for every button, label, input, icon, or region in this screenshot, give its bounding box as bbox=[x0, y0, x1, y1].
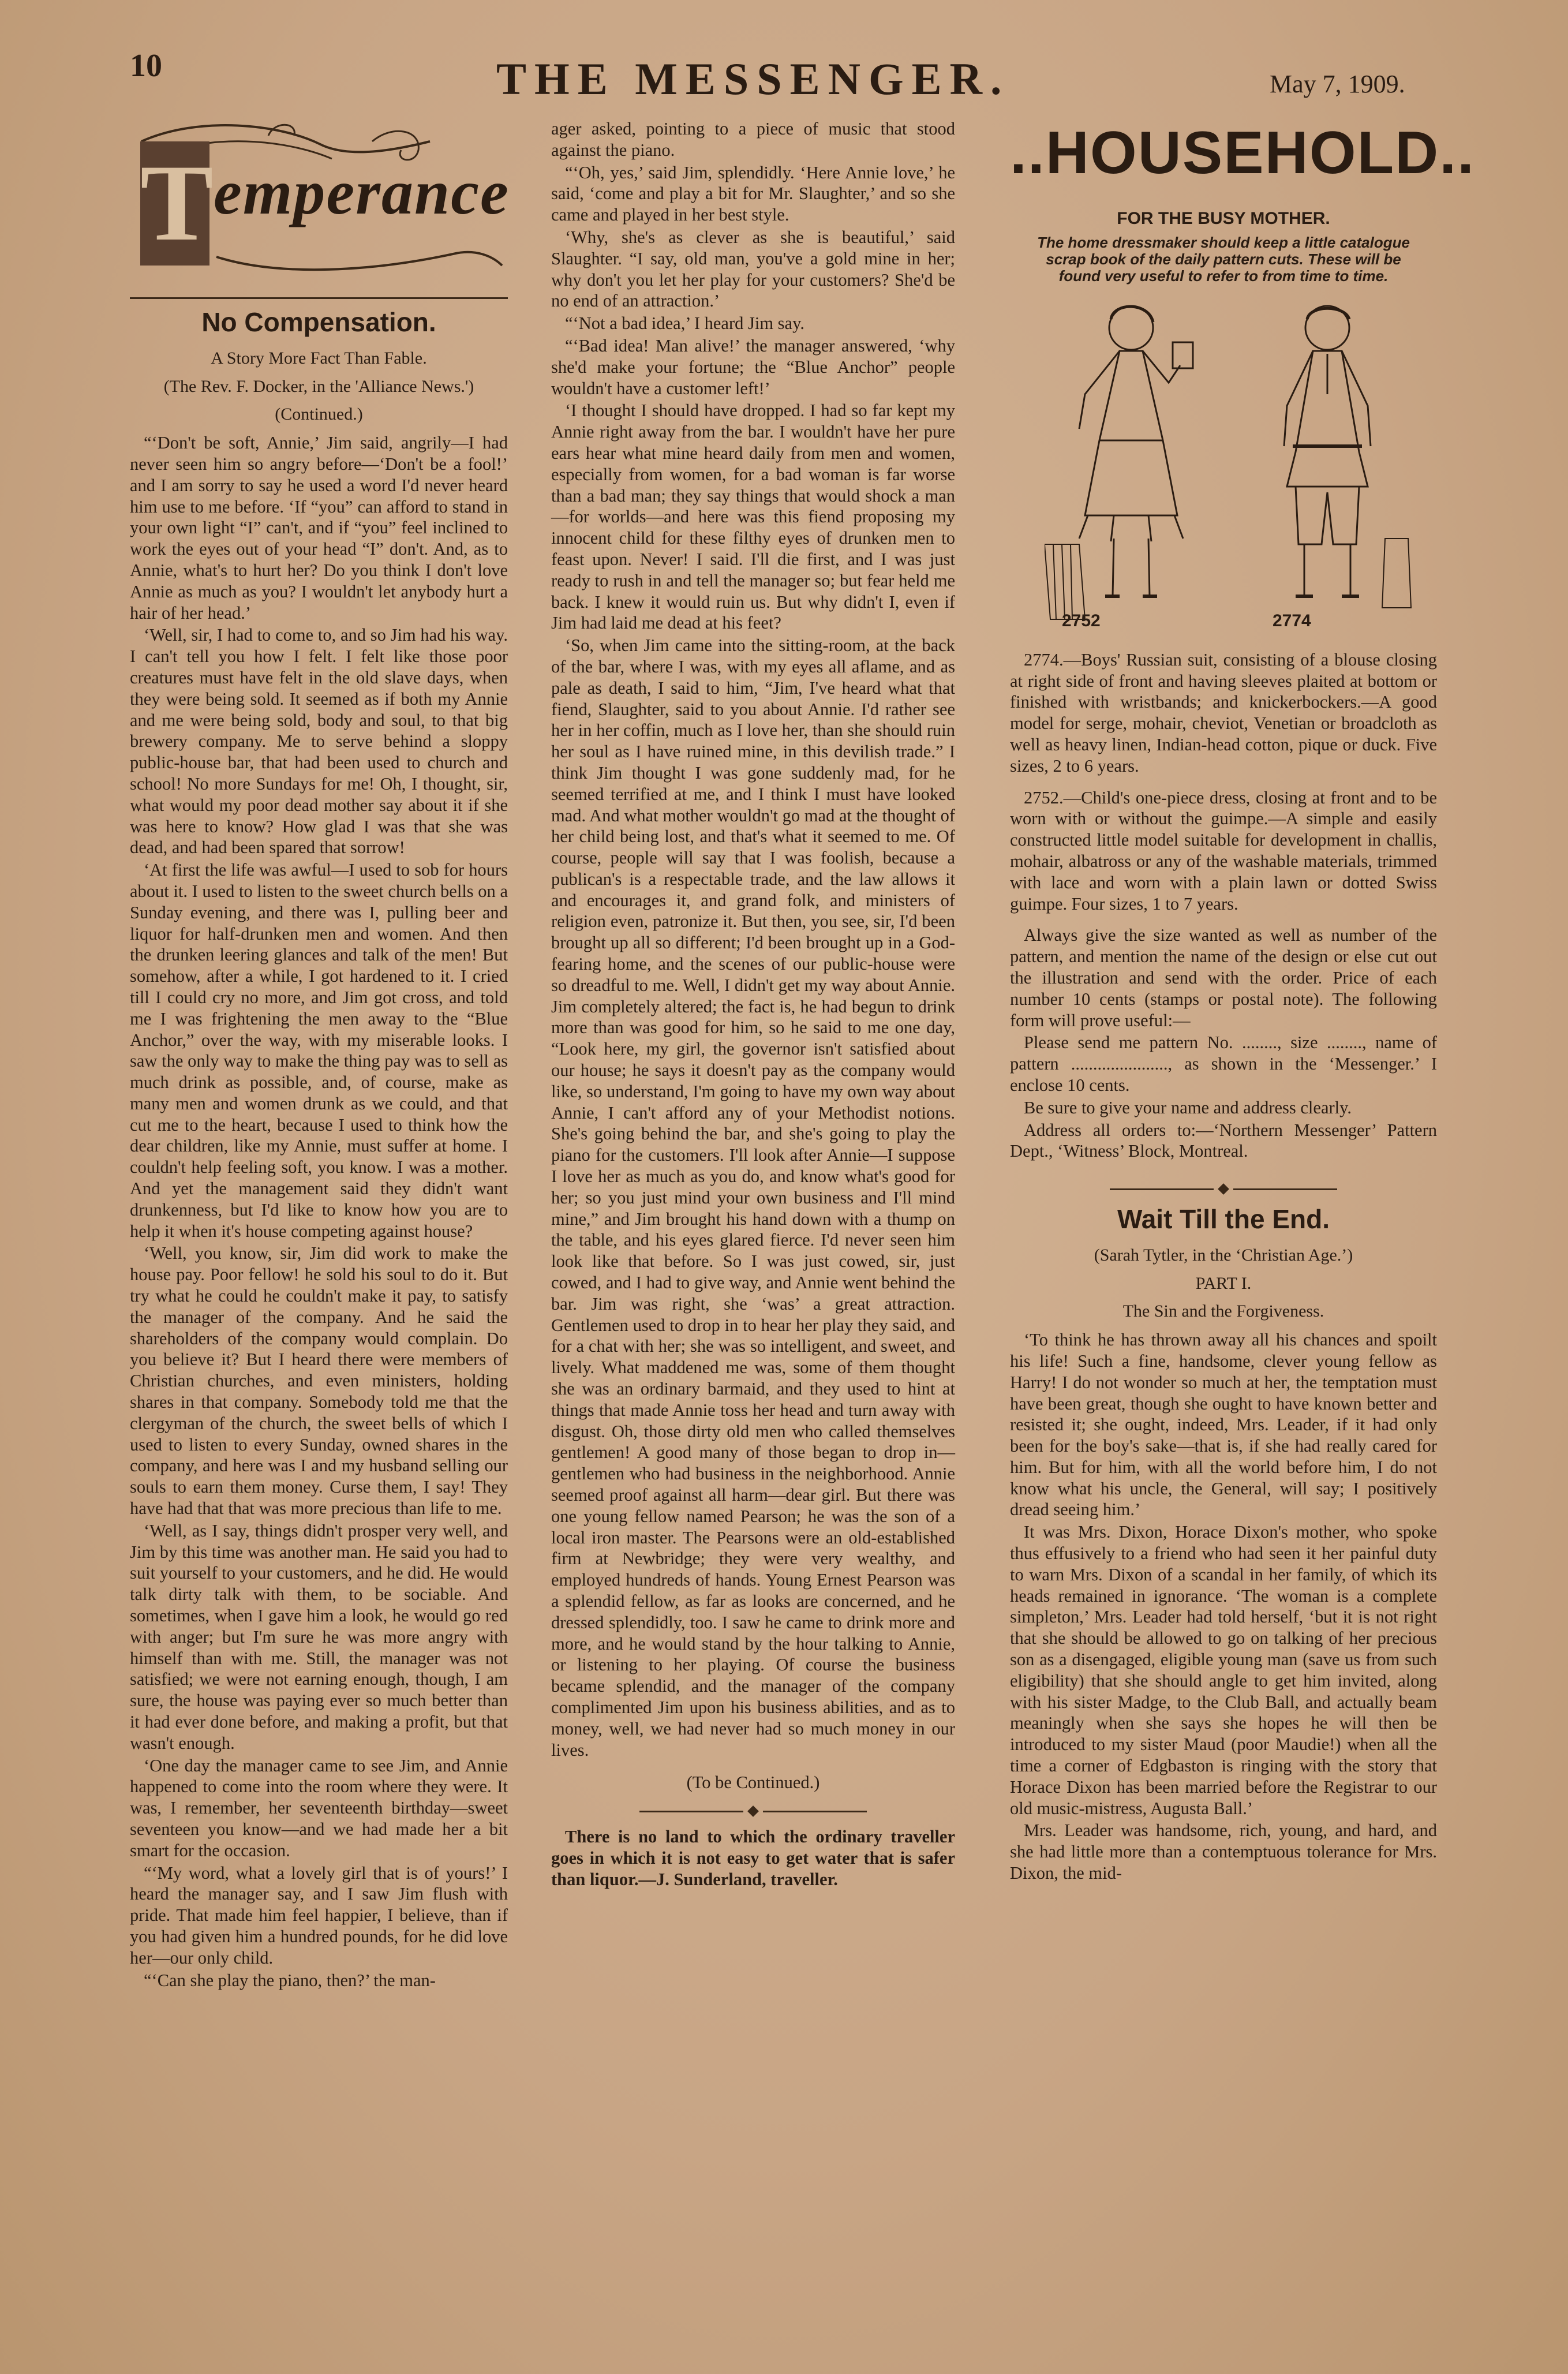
story-title: Wait Till the End. bbox=[1117, 1203, 1330, 1234]
paragraph: ‘To think he has thrown away all his chances and spoilt his life! Such a fine, handsome, clever young fellow as Harry! I do not wonder so much at her, the temptation must have been great, though she ought to have known better and resisted it; she ought, indeed, Mrs. Leader, if it had only been for the boy's sake—that is, if she had really cared for him. But for him, with all the world before him, I do not know what his uncle, the General, will say; I positively dread seeing him.’ bbox=[1010, 1330, 1437, 1520]
paragraph: “‘Bad idea! Man alive!’ the manager answered, ‘why she'd make your fortune; the “Blue Anchor” people wouldn't have a customer left!’ bbox=[551, 335, 955, 398]
story-title: No Compensation. bbox=[201, 307, 436, 337]
paragraph: ‘At first the life was awful—I used to sob for hours about it. I used to listen to the sweet church bells on a Sunday evening, and there was I, pulling beer and liquor for half-drunken men and women. And then the drunken leering glances and talk of the men! But somehow, after a while, I got hardened to it. I cried till I could cry no more, and Jim got cross, and told me I was frightening the men away to the “Blue Anchor,” over the way, with my miserable looks. I saw the only way to make the thing pay was to sell as much drink as possible, and, of course, make as many men and women drunk as we could, and that cut me to the heart, because I used to think how the dear children, like my Annie, must suffer at home. I couldn't help feeling soft, you know. I was a mother. And yet the management said they didn't want drunkenness, but I'd like to know how you are to help it when it's house competing against house? bbox=[130, 860, 508, 1241]
filler-paragraph: There is no land to which the ordinary traveller goes in which it is not easy to get water that is safer than liquor.—J. Sunderland, traveller. bbox=[551, 1826, 955, 1889]
pattern-illustrations bbox=[1010, 296, 1437, 642]
girl-dress-pattern-illustration-icon bbox=[1045, 296, 1218, 631]
order-address: Address all orders to:—‘Northern Messenger’ Pattern Dept., ‘Witness’ Block, Montreal. bbox=[1010, 1120, 1437, 1161]
figure-label-2774: 2774 bbox=[1273, 611, 1311, 630]
to-be-continued: (To be Continued.) bbox=[686, 1773, 820, 1793]
paragraph: “‘My word, what a lovely girl that is of yours!’ I heard the manager say, and I saw Jim flush with pride. That made him feel happier, I believe, than if you had given him a hundred pounds, for he did love her—our only child. bbox=[130, 1863, 508, 1968]
paragraph: ‘Why, she's as clever as she is beautiful,’ said Slaughter. “I say, old man, you've a gold mine in her; why don't you let her play for your customers? She'd be no end of an attraction.’ bbox=[551, 227, 955, 311]
column-2 bbox=[551, 118, 955, 1891]
paragraph: ager asked, pointing to a piece of music that stood against the piano. bbox=[551, 119, 955, 160]
paragraph: ‘One day the manager came to see Jim, and Annie happened to come into the room where they were. It was, I remember, her seventeenth birthday—sweet seventeen you know—and we had made her a bit smart for the occasion. bbox=[130, 1755, 508, 1860]
paragraph: Mrs. Leader was handsome, rich, young, and hard, and she had little more than a contemptuous tolerance for Mrs. Dixon, the mid- bbox=[1010, 1820, 1437, 1883]
page-number: 10 bbox=[130, 48, 162, 84]
story-byline: (Sarah Tytler, in the ‘Christian Age.’) bbox=[1094, 1245, 1353, 1265]
paragraph: It was Mrs. Dixon, Horace Dixon's mother, who spoke thus effusively to a friend who had seen it her painful duty to warn Mrs. Dixon of a scandal in her family, of which its heads remained in ignorance. ‘The woman is a complete simpleton,’ Mrs. Leader had told herself, ‘but it is not right that she should be allowed to go on talking of her precious son as a disengaged, eligible young man (save us from such eligibility) that she should angle to get him invited, along with his sister Madge, to the Club Ball, and actually beam meaningly when she says she hopes he will then be introduced to my sister Maud (poor Maudie!) when all the time a corner of Edgbaston is ringing with the story that Horace Dixon has been married before the Registrar to our old music-mistress, Augusta Ball.’ bbox=[1010, 1522, 1437, 1818]
paragraph: ‘I thought I should have dropped. I had so far kept my Annie right away from the bar. I wouldn't have her pure ears hear what mine heard daily from men and women, especially from women, for a bad woman is far worse than a bad man; they say things that would shock a man—for worlds—and here was this fiend proposing my innocent child for these filthy eyes of drunken men to feast upon. Never! I said. I'll die first, and I was just ready to rush in and tell the manager so; but fear held me back. I knew it would ruin us. But why didn't I, even if Jim had laid me dead at his feet? bbox=[551, 401, 955, 633]
masthead: THE MESSENGER. bbox=[496, 54, 1010, 104]
story-subtitle: A Story More Fact Than Fable. bbox=[211, 348, 427, 368]
paragraph: ‘So, when Jim came into the sitting-room, at the back of the bar, where I was, with my eyes all aflame, and as pale as death, I said to him, “Jim, I've heard what that fiend, Slaughter, said to you about Annie. I'd rather see her in her coffin, much as I love her, than she should ruin her soul as I have ruined mine, in this devilish trade.” I think Jim thought I was gone suddenly mad, for he seemed terrified at me, and I think I must have looked mad. And what mother wouldn't go mad at the thought of her child being lost, and that's what it seemed to me. Of course, people will say that I was foolish, because a publican's is a respectable trade, and the law allows it and encourages it, and grand folk, and ministers of religion even, patronize it. But then, you see, sir, I'd been brought up all so different; I'd been brought up in a God-fearing home, and the scenes of our public-house were so dreadful to me. Well, I didn't get my way about Annie. Jim completely altered; the fact is, he had begun to drink more than was good for him, so he said to me one day, “Look here, my girl, the governor isn't satisfied about our house; he says it doesn't pay as the company would like, so understand, I'm going to have my own way about Annie, I can't afford any of your Methodist notions. She's going behind the bar, and she's going to play the piano for the customers. I'll look after Annie—I suppose I love her as much as you do, and know what's good for her; so you just mind your own business and I'll mind mine,” and Jim brought his hand down with a thump on the table, and his eyes glared fierce. I'd never seen him look like that before. So I was just cowed, sir, just cowed, and I had to give way, and Annie went behind the bar. Jim was right, she ‘was’ a great attraction. Gentlemen used to drop in to hear her play they said, and for a chat with her; she was so intelligent, and sweet, and lively. What maddened me was, some of them thought she was an ordinary barmaid, and they used to hint at things that made Annie toss her head and turn away with disgust. Oh, those dirty old men who called themselves gentlemen! A good many of those began to drop in—gentlemen who had business in the neighborhood. Annie seemed proof against all harm—dear girl. But there was one young fellow named Pearson; he was the son of a local iron master. The Pearsons were an old-established firm at Newbridge; they were very wealthy, and employed hundreds of hands. Young Ernest Pearson was a splendid fellow, as far as looks are concerned, and he dressed splendidly, too. I saw he came to drink more and more, and he would stand by the hour talking to Annie, or listening to her playing. Of course the business became splendid, and the manager of the company complimented Jim upon his business abilities, and as to money, well, we had never had so much money in our lives. bbox=[551, 635, 955, 1760]
paragraph: ‘Well, you know, sir, Jim did work to make the house pay. Poor fellow! he sold his soul to do it. But try what he could he couldn't make it pay, to satisfy the manager of the company. And he said the shareholders of the company would complain. Do you believe it? But I heard there were members of Christian churches, and even ministers, holding shares in that company. Somebody told me that the clergyman of the church, the sweet bells of which I used to listen to every Sunday, owned shares in the company, and here was I and my husband selling our souls to earn them money. Curse them, I say! They have had that that was more precious than life to me. bbox=[130, 1243, 508, 1519]
column-3 bbox=[1010, 118, 1476, 1885]
paragraph: “‘Not a bad idea,’ I heard Jim say. bbox=[565, 313, 804, 334]
order-instructions: Always give the size wanted as well as number of the pattern, and mention the name of the design or else cut out the illustration and send with the order. Price of each number 10 cents (stamps or postal note). The following form will prove useful:— bbox=[1010, 925, 1437, 1030]
figure-label-2752: 2752 bbox=[1062, 611, 1101, 630]
order-reminder: Be sure to give your name and address clearly. bbox=[1024, 1097, 1352, 1117]
pattern-description: 2774.—Boys' Russian suit, consisting of a blouse closing at right side of front and having sleeves plaited at bottom or finished with wristbands; and knickerbockers.—A good model for serge, mohair, cheviot, Venetian or broadcloth as well as heavy linen, Indian-head cotton, pique or duck. Five sizes, 2 to 6 years. bbox=[1010, 649, 1437, 776]
divider-ornament bbox=[551, 1799, 955, 1820]
section-title: FOR THE BUSY MOTHER. bbox=[1117, 209, 1330, 228]
story-continued: (Continued.) bbox=[275, 405, 363, 424]
paragraph: “‘Can she play the piano, then?’ the man- bbox=[144, 1970, 436, 1990]
divider-rule bbox=[130, 297, 508, 299]
story-byline: (The Rev. F. Docker, in the 'Alliance News.') bbox=[163, 376, 474, 396]
pattern-description: 2752.—Child's one-piece dress, closing at front and to be worn with or without the guimpe.—A simple and easily constructed little model suitable for development in challis, mohair, albatross or any of the washable materials, trimmed with lace and worn with a plain lawn or dotted Swiss guimpe. Four sizes, 1 to 7 years. bbox=[1010, 787, 1437, 914]
household-title: ..HOUSEHOLD.. bbox=[1010, 119, 1476, 186]
dressmaker-note: The home dressmaker should keep a little catalogue scrap book of the daily pattern cuts. These will be found very useful to refer to from time to time. bbox=[1037, 233, 1410, 285]
order-form: Please send me pattern No. ........, size ........, name of pattern ......................, as shown in the ‘Messenger.’ I enclose 10 cents. bbox=[1010, 1033, 1437, 1095]
column-1 bbox=[130, 118, 508, 1992]
paragraph: ‘Well, as I say, things didn't prosper very well, and Jim by this time was another man. He said you had to suit yourself to your customers, and he did. He would talk dirty talk with them, to be sociable. And sometimes, when I gave him a look, he would go red with anger; but I'm sure he was more angry with himself than with me. Still, the manager was not satisfied; we were not earning enough, though, I am sure, the house was paying ever so much better than it had ever done before, and making a profit, but that wasn't enough. bbox=[130, 1520, 508, 1753]
issue-date: May 7, 1909. bbox=[1270, 70, 1405, 98]
story-part: PART I. bbox=[1195, 1273, 1252, 1293]
paragraph: “‘Oh, yes,’ said Jim, splendidly. ‘Here Annie love,’ he said, ‘come and play a bit for Mr. Slaughter,’ and so she came and played in her best style. bbox=[551, 162, 955, 225]
paragraph: “‘Don't be soft, Annie,’ Jim said, angrily—I had never seen him so angry before—‘Don't be a fool!’ and I am sorry to say he used a word I'd never heard him use to me before. ‘If “you” can afford to stand in your own light “I” can't, and if “you” feel inclined to work the eyes out of your head “I” don't. And, as to Annie, what's to hurt her? Do you think I don't love Annie as much as you? I wouldn't let anybody hurt a hair of her head.’ bbox=[130, 433, 508, 623]
temperance-banner bbox=[130, 118, 508, 291]
divider-ornament bbox=[1010, 1177, 1437, 1198]
story-part-title: The Sin and the Forgiveness. bbox=[1122, 1302, 1324, 1321]
paragraph: ‘Well, sir, I had to come to, and so Jim had his way. I can't tell you how I felt. I felt like those poor creatures must have felt in the old slave days, when they were being sold. It seemed as if both my Annie and me were being sold, body and soul, to that big brewery company. Me to serve behind a sloppy public-house bar, that had been used to church and school! No more Sundays for me! Oh, I thought, sir, what would my poor dead mother say about it if she was here to know? How glad I was that she was dead, and had been spared that sorrow! bbox=[130, 625, 508, 858]
temperance-banner-word: emperance bbox=[214, 157, 510, 227]
temperance-initial: T bbox=[140, 141, 209, 266]
boy-russian-suit-pattern-illustration-icon bbox=[1241, 296, 1414, 631]
